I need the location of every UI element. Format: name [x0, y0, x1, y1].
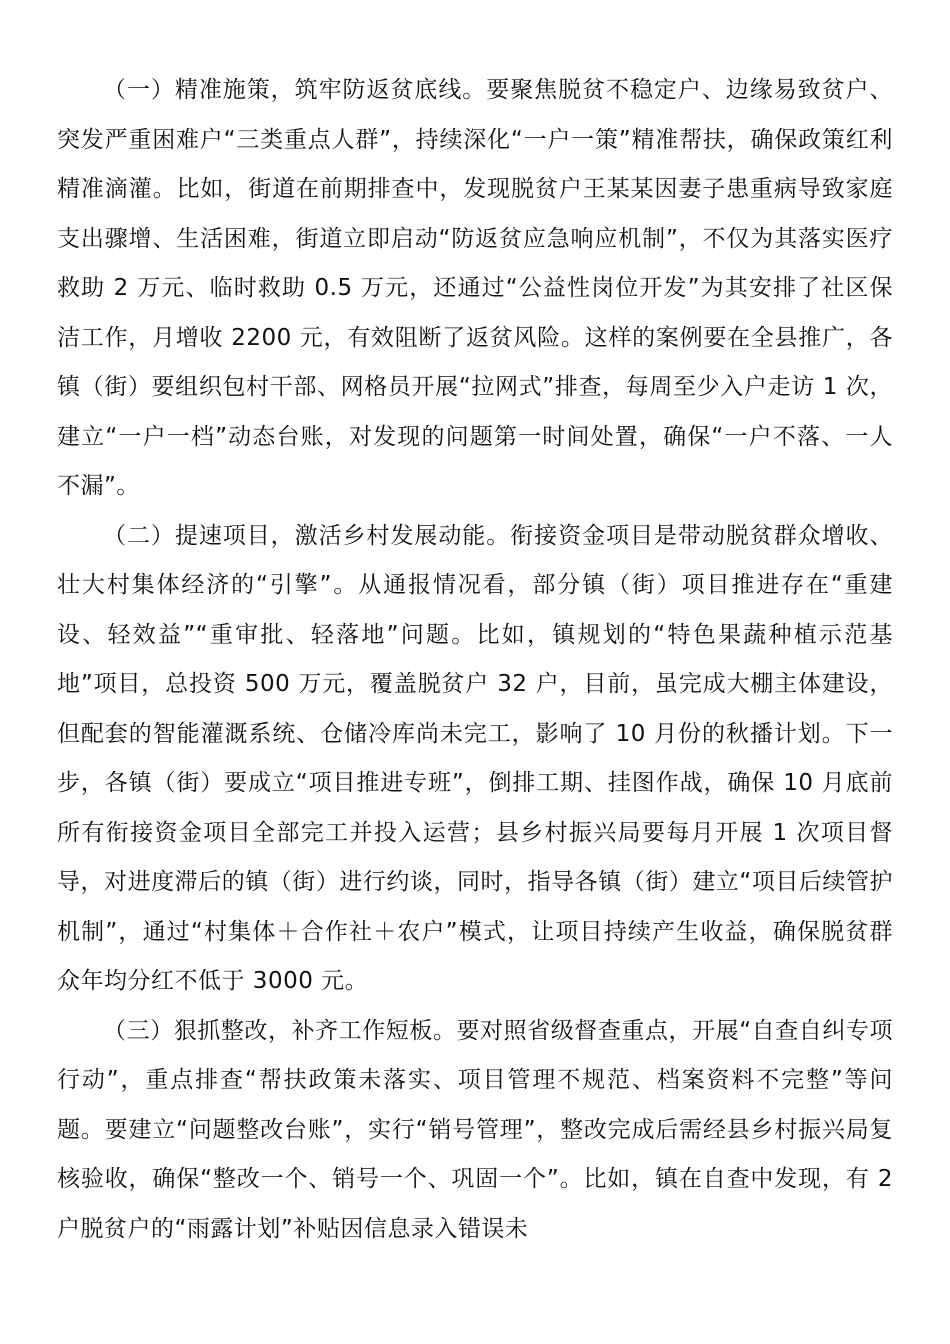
paragraph-1: （一）精准施策，筑牢防返贫底线。要聚焦脱贫不稳定户、边缘易致贫户、突发严重困难户“三类重点人群”，持续深化“一户一策”精准帮扶，确保政策红利精准滴灌。比如，街道在前期排查中，发现脱贫户王某某因妻子患重病导致家庭支出骤增、生活困难，街道立即启动“防返贫应急响应机制”，不仅为其落实医疗救助 2 万元、临时救助 0.5 万元，还通过“公益性岗位开发”为其安排了社区保洁工作，月增收 2200 元，有效阻断了返贫风险。这样的案例要在全县推广，各镇（街）要组织包村干部、网格员开展“拉网式”排查，每周至少入户走访 1 次，建立“一户一档”动态台账，对发现的问题第一时间处置，确保“一户不落、一人不漏”。: [57, 77, 893, 499]
paragraph-2: （二）提速项目，激活乡村发展动能。衔接资金项目是带动脱贫群众增收、壮大村集体经济的“引擎”。从通报情况看，部分镇（街）项目推进存在“重建设、轻效益”“重审批、轻落地”问题。比如，镇规划的“特色果蔬种植示范基地”项目，总投资 500 万元，覆盖脱贫户 32 户，目前，虽完成大棚主体建设，但配套的智能灌溉系统、仓储冷库尚未完工，影响了 10 月份的秋播计划。下一步，各镇（街）要成立“项目推进专班”，倒排工期、挂图作战，确保 10 月底前所有衔接资金项目全部完工并投入运营；县乡村振兴局要每月开展 1 次项目督导，对进度滞后的镇（街）进行约谈，同时，指导各镇（街）建立“项目后续管护机制”，通过“村集体＋合作社＋农户”模式，让项目持续产生收益，确保脱贫群众年均分红不低于 3000 元。: [57, 522, 893, 994]
document-body: [57, 66, 893, 1254]
paragraph-3: （三）狠抓整改，补齐工作短板。要对照省级督查重点，开展“自查自纠专项行动”，重点排查“帮扶政策未落实、项目管理不规范、档案资料不完整”等问题。要建立“问题整改台账”，实行“销号管理”，整改完成后需经县乡村振兴局复核验收，确保“整改一个、销号一个、巩固一个”。比如，镇在自查中发现，有 2 户脱贫户的“雨露计划”补贴因信息录入错误未: [57, 1017, 893, 1242]
